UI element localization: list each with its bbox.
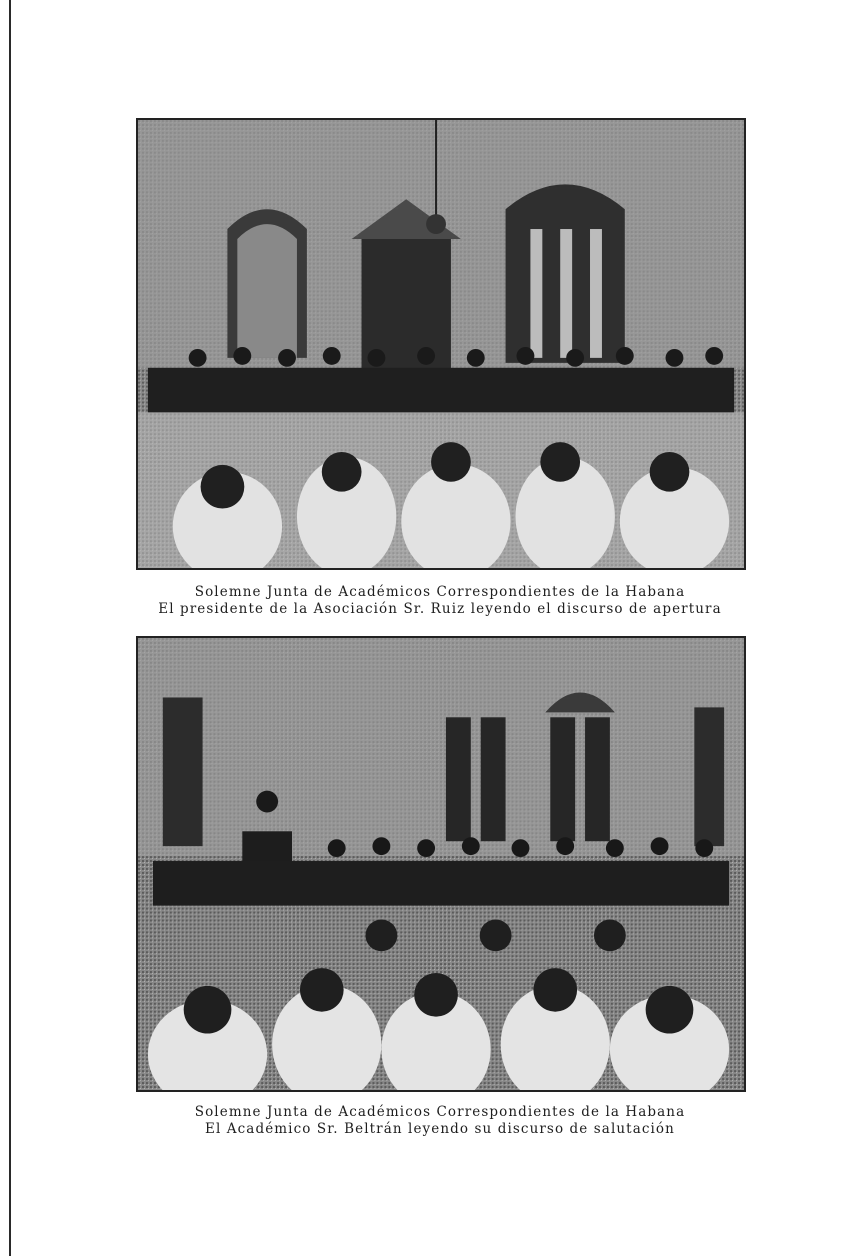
photo-2-caption-title: Solemne Junta de Académicos Correspondientes de la Habana: [194, 1104, 686, 1120]
photo-assembly-salutation: [136, 636, 746, 1092]
photo-assembly-salutation-image: [138, 638, 744, 1090]
photo-2-caption: [110, 1104, 770, 1138]
photo-assembly-opening: [136, 118, 746, 570]
photo-1-caption-description: El presidente de la Asociación Sr. Ruiz leyendo el discurso de apertura: [158, 601, 722, 617]
photo-assembly-opening-image: [138, 120, 744, 568]
page-binding-edge: [9, 0, 11, 1256]
photo-2-caption-description: El Académico Sr. Beltrán leyendo su discurso de salutación: [205, 1121, 675, 1137]
photo-1-caption: [110, 584, 770, 618]
photo-1-caption-title: Solemne Junta de Académicos Correspondientes de la Habana: [194, 584, 686, 600]
